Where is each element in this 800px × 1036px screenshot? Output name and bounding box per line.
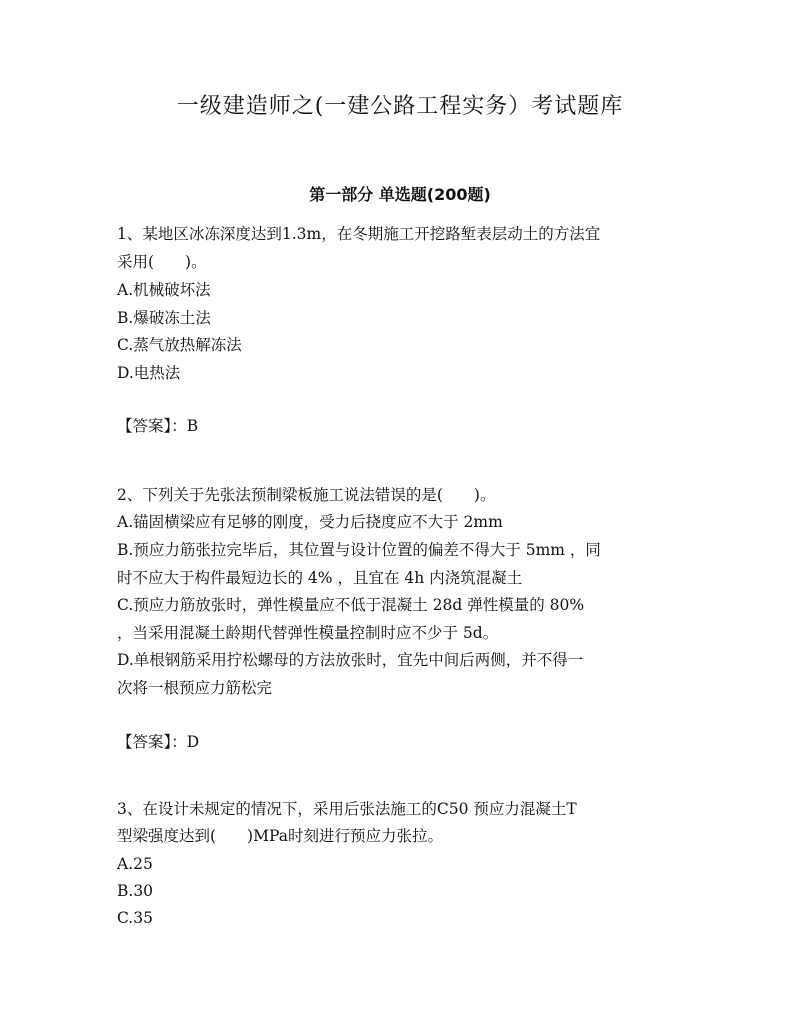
option-b: B.预应力筋张拉完毕后，其位置与设计位置的偏差不得大于 5mm ，同 bbox=[117, 541, 601, 559]
option-a: A.25 bbox=[117, 855, 153, 873]
question-stem-line: 3、在设计未规定的情况下，采用后张法施工的C50 预应力混凝土T bbox=[117, 800, 577, 818]
option-c-continued: ，当采用混凝土龄期代替弹性模量控制时应不少于 5d。 bbox=[117, 624, 499, 642]
option-d-continued: 次将一根预应力筋松完 bbox=[117, 679, 273, 697]
answer-label: 【答案】：D bbox=[117, 733, 200, 751]
answer-label: 【答案】：B bbox=[117, 417, 199, 435]
section-title: 第一部分 单选题(200题) bbox=[309, 185, 491, 204]
option-b: B.爆破冻土法 bbox=[117, 309, 211, 327]
option-d: D.单根钢筋采用拧松螺母的方法放张时，宜先中间后两侧，并不得一 bbox=[117, 651, 584, 669]
question-stem-line: 采用( )。 bbox=[117, 253, 207, 271]
option-a: A.机械破坏法 bbox=[117, 281, 211, 299]
document-title: 一级建造师之(一建公路工程实务）考试题库 bbox=[176, 94, 624, 119]
option-a: A.锚固横梁应有足够的刚度，受力后挠度应不大于 2mm bbox=[117, 513, 503, 531]
option-c: C.预应力筋放张时，弹性模量应不低于混凝土 28d 弹性模量的 80% bbox=[117, 596, 585, 614]
question-stem-line: 型梁强度达到( )MPa时刻进行预应力张拉。 bbox=[117, 827, 443, 845]
question-stem-line: 2、下列关于先张法预制梁板施工说法错误的是( )。 bbox=[117, 486, 496, 504]
option-c: C.35 bbox=[117, 909, 153, 927]
option-b-continued: 时不应大于构件最短边长的 4% ，且宜在 4h 内浇筑混凝土 bbox=[117, 569, 523, 587]
option-c: C.蒸气放热解冻法 bbox=[117, 336, 242, 354]
option-b: B.30 bbox=[117, 882, 154, 900]
question-stem-line: 1、某地区冰冻深度达到1.3m，在冬期施工开挖路堑表层动土的方法宜 bbox=[117, 225, 601, 243]
option-d: D.电热法 bbox=[117, 364, 181, 382]
